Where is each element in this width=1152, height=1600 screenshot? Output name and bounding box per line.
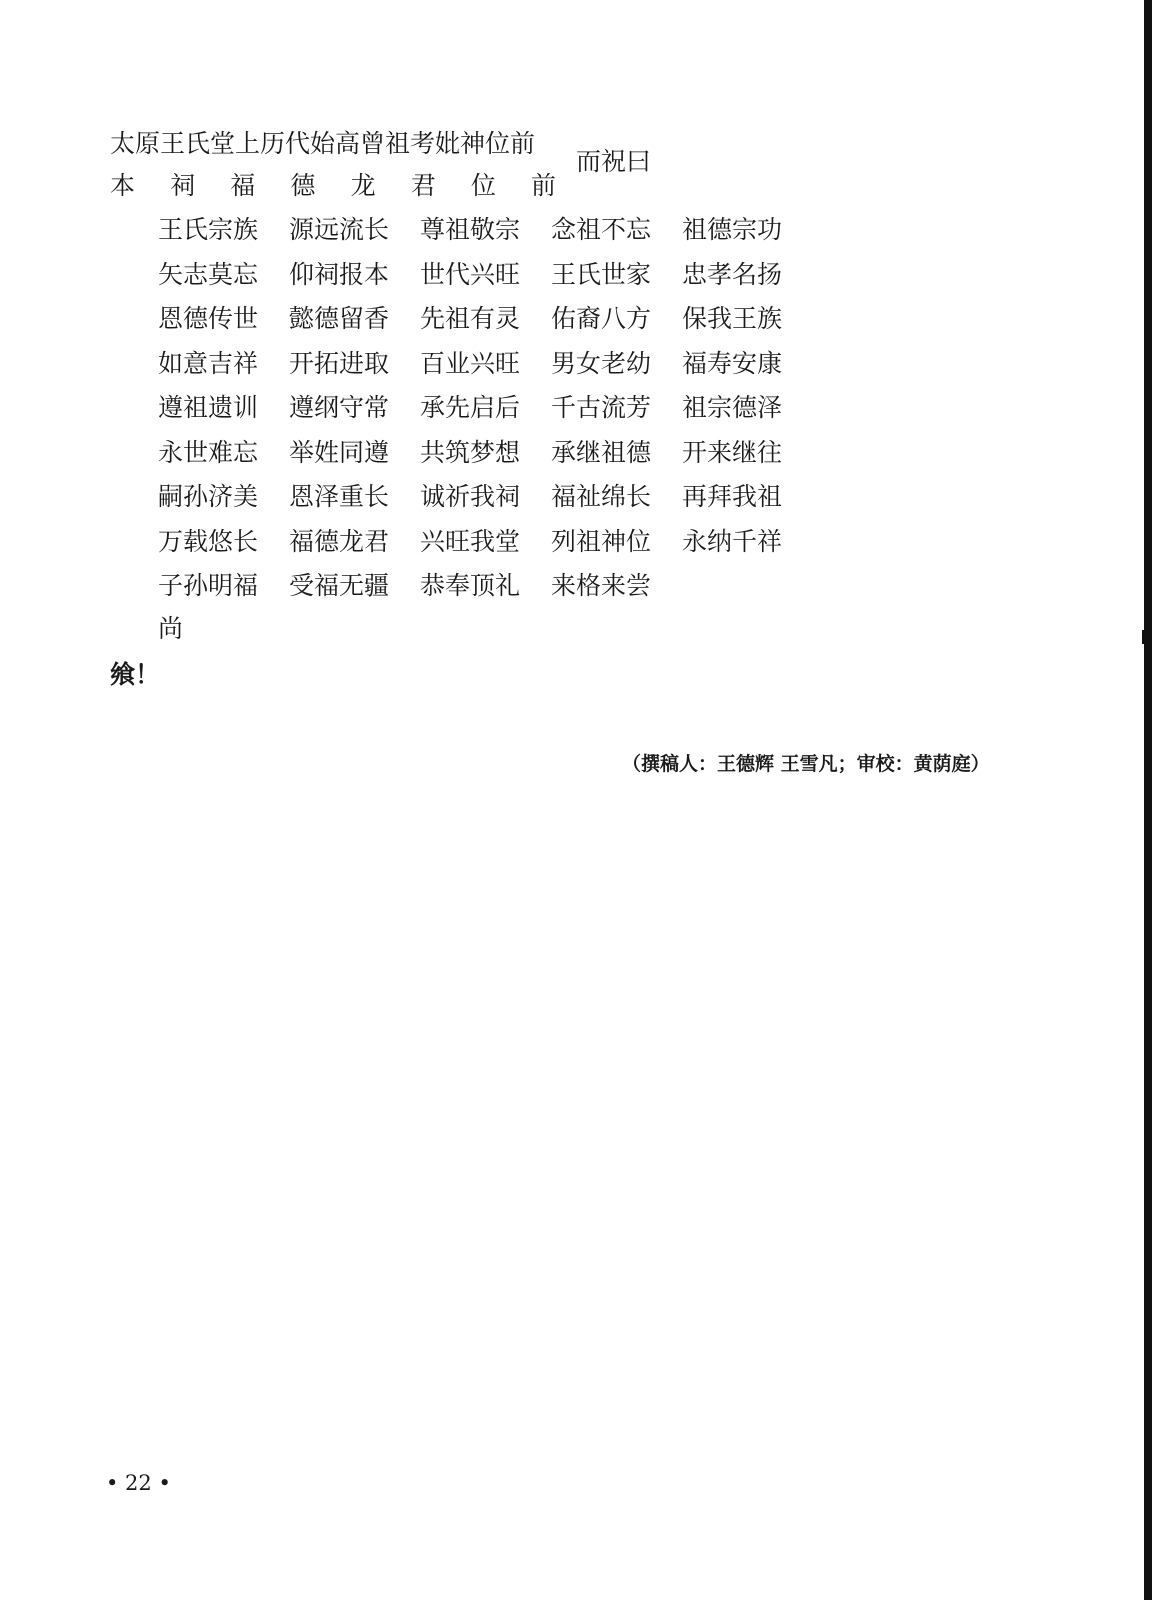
verse-phrase: 举姓同遵 — [289, 437, 390, 467]
verse-phrase: 永世难忘 — [158, 437, 259, 467]
verse-phrase: 佑裔八方 — [551, 304, 652, 333]
verse-phrase: 保我王族 — [682, 304, 783, 333]
verse-phrase: 列祖神位 — [551, 526, 652, 556]
verse-phrase: 恭奉顶礼 — [420, 571, 521, 600]
verse-phrase: 忠孝名扬 — [682, 259, 783, 289]
verse-phrase: 男女老幼 — [551, 348, 652, 378]
scan-edge-shadow — [1144, 0, 1152, 1600]
verse-phrase: 王氏宗族 — [158, 215, 259, 244]
verse-phrase: 万载悠长 — [158, 526, 259, 556]
invocation-char: 本 — [110, 171, 136, 200]
invocation-char: 德 — [290, 171, 316, 200]
scan-edge-mark — [1142, 630, 1144, 644]
verse-phrase: 百业兴旺 — [420, 348, 521, 378]
verse-phrase: 王氏世家 — [551, 259, 652, 289]
invocation-line-2 — [110, 171, 556, 201]
invocation-char: 福 — [230, 171, 256, 200]
verse-phrase: 福寿安康 — [682, 348, 783, 378]
verse-phrase: 开拓进取 — [289, 348, 390, 378]
verse-phrase: 开来继往 — [682, 437, 783, 467]
verse-phrase: 诚祈我祠 — [420, 482, 521, 511]
verse-phrase: 祖德宗功 — [682, 215, 783, 244]
verse-phrase: 嗣孙济美 — [158, 482, 259, 511]
invocation-line-1: 太原王氏堂上历代始高曾祖考妣神位前 — [110, 129, 536, 158]
verse-phrase: 永纳千祥 — [682, 526, 783, 556]
verse-phrase: 共筑梦想 — [420, 437, 521, 467]
verse-phrase: 承继祖德 — [551, 437, 652, 467]
page-number: • 22 • — [106, 1471, 171, 1495]
verse-phrase: 如意吉祥 — [158, 348, 259, 378]
verse-phrase: 祖宗德泽 — [682, 393, 783, 422]
closing-xiang: 飨！ — [110, 660, 161, 689]
verse-phrase: 兴旺我堂 — [420, 526, 521, 556]
verse-phrase: 福德龙君 — [289, 526, 390, 556]
verse-phrase: 念祖不忘 — [551, 215, 652, 244]
verse-phrase: 懿德留香 — [289, 304, 390, 333]
prayer-verse-grid — [158, 215, 813, 616]
verse-phrase: 再拜我祖 — [682, 482, 783, 511]
invocation-char: 祠 — [170, 171, 196, 200]
verse-phrase: 恩泽重长 — [289, 482, 390, 511]
verse-phrase: 来格来尝 — [551, 571, 652, 600]
verse-phrase: 受福无疆 — [289, 571, 390, 600]
invocation-char: 前 — [530, 171, 556, 200]
verse-phrase: 仰祠报本 — [289, 259, 390, 289]
verse-phrase: 先祖有灵 — [420, 304, 521, 333]
verse-phrase: 子孙明福 — [158, 571, 259, 600]
verse-phrase: 福祉绵长 — [551, 482, 652, 511]
closing-shang: 尚 — [158, 614, 184, 643]
verse-phrase: 遵祖遗训 — [158, 393, 259, 422]
verse-phrase: 恩德传世 — [158, 304, 259, 333]
verse-phrase: 矢志莫忘 — [158, 259, 259, 289]
verse-phrase: 千古流芳 — [551, 393, 652, 422]
invocation-char: 君 — [410, 171, 436, 200]
verse-phrase: 承先启后 — [420, 393, 521, 422]
verse-phrase: 源远流长 — [289, 215, 390, 244]
invocation-char: 龙 — [350, 171, 376, 200]
verse-phrase: 尊祖敬宗 — [420, 215, 521, 244]
verse-phrase: 世代兴旺 — [420, 259, 521, 289]
verse-phrase: 遵纲守常 — [289, 393, 390, 422]
invocation-suffix: 而祝曰 — [576, 147, 652, 176]
author-credit: （撰稿人：王德辉 王雪凡；审校：黄荫庭） — [622, 753, 990, 775]
invocation-char: 位 — [470, 171, 496, 200]
